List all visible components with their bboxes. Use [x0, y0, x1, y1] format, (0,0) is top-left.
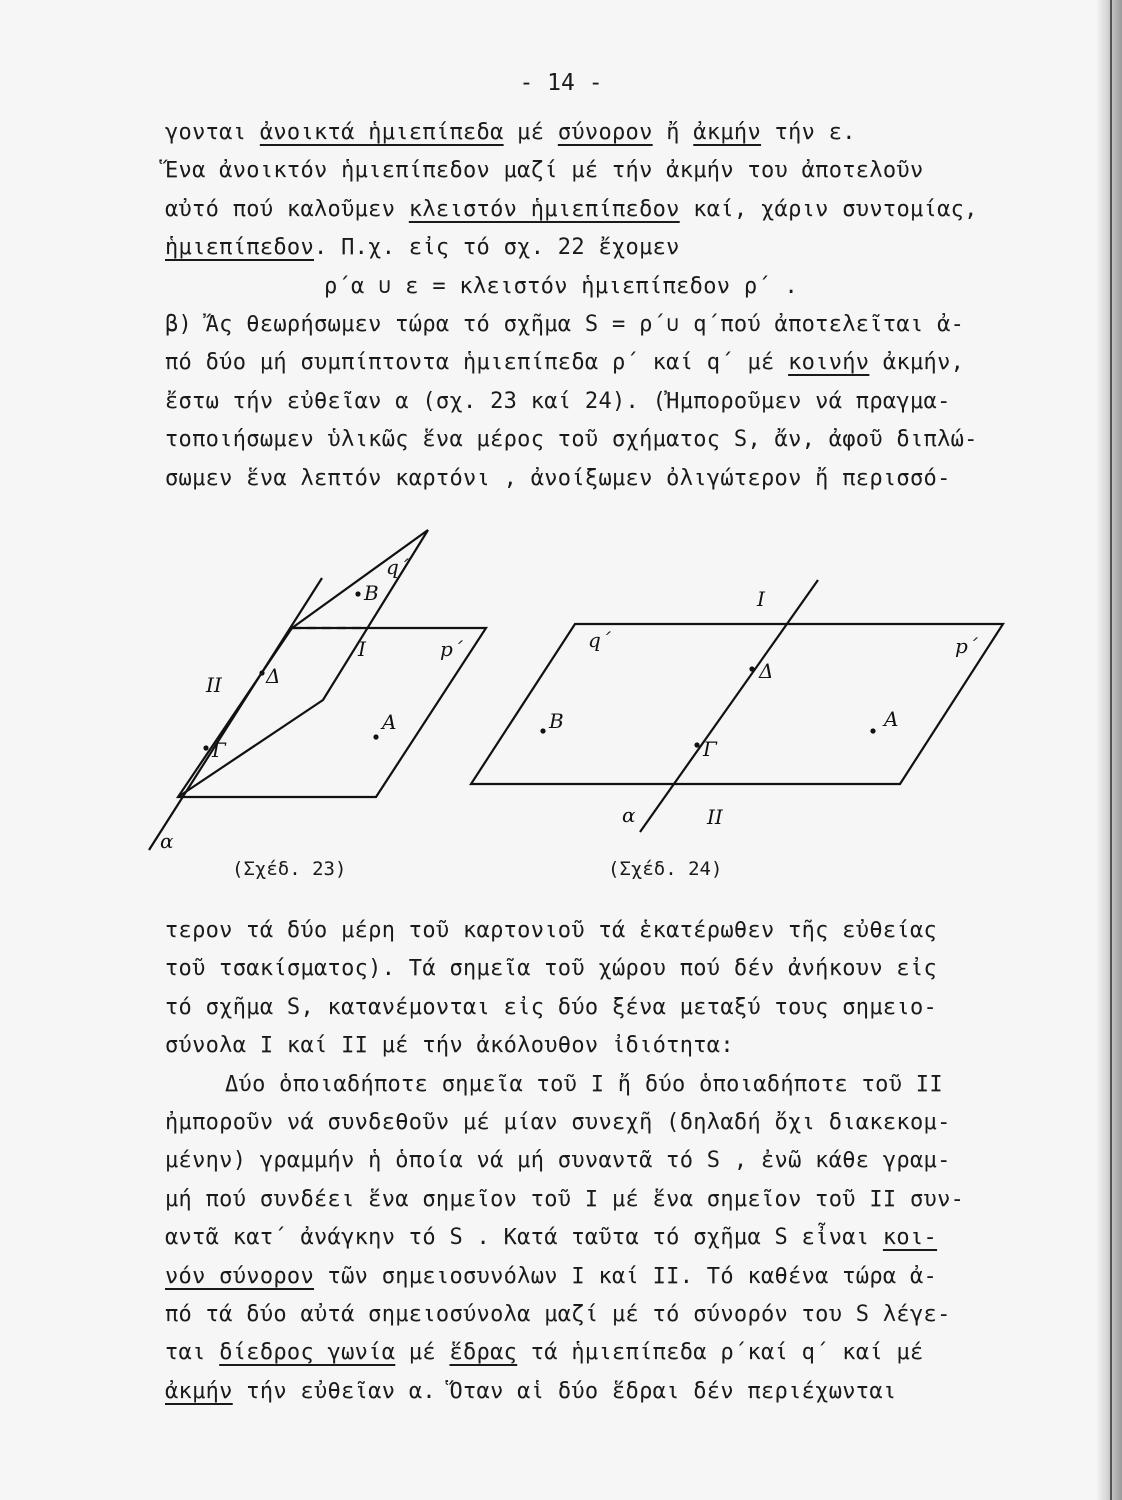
points	[203, 591, 875, 750]
underlined-term: ἀνοικτά ἡμιεπίπεδα	[259, 120, 504, 145]
label-II-fig24: II	[707, 805, 723, 829]
labels-fig23	[160, 555, 464, 853]
underlined-term: ἀκμήν	[165, 1378, 233, 1404]
label-p-fig24: p΄	[955, 634, 978, 658]
text-segment: αντᾶ κατ΄ ἀνάγκην τό S . Κατά ταῦτα τό σχῆμα S εἶναι	[165, 1225, 883, 1251]
text-segment: σύνολα Ι καί ΙΙ μέ τήν ἀκόλουθον ἰδιότητα:	[165, 1033, 734, 1059]
label-A-fig24: A	[884, 707, 899, 731]
underlined-term: ἕδρας	[449, 1340, 518, 1366]
point-A-fig23	[373, 734, 378, 739]
page-edge-shadow	[1096, 0, 1122, 1500]
underlined-term: σύνορον	[557, 120, 653, 145]
point-Gamma-fig24	[694, 742, 699, 747]
label-p-fig23: p΄	[440, 637, 463, 661]
text-line	[165, 1221, 1025, 1255]
point-A-fig24	[870, 728, 875, 733]
point-Gamma-fig23	[203, 745, 208, 750]
text-segment: μένην) γραμμήν ἡ ὁποία νά μή συναντᾶ τό S , ἐνῶ κάθε γραμ-	[165, 1148, 951, 1174]
underlined-term: κλειστόν ἡμιεπίπεδον	[408, 196, 680, 222]
label-I-fig24: I	[757, 587, 765, 611]
text-segment: αὐτό πού καλοῦμεν	[165, 196, 409, 222]
text-segment: πό τά δύο αὐτά σημειοσύνολα μαζί μέ τό σύνορόν του S λέγε-	[165, 1302, 951, 1327]
point-B-fig24	[540, 728, 545, 733]
underlined-term: ἀκμήν	[693, 120, 762, 145]
label-q-fig23: q΄	[386, 555, 409, 579]
text-segment: καί, χάριν συντομίας,	[679, 196, 978, 222]
figure-23	[149, 530, 486, 850]
text-line	[165, 952, 1025, 986]
underlined-term: κοι-	[882, 1225, 938, 1251]
text-line	[165, 1375, 1025, 1409]
edge-line-alpha-fig24	[640, 580, 818, 832]
text-segment: ται	[165, 1340, 220, 1366]
label-Gamma-fig24: Γ	[703, 737, 717, 761]
label-B-fig23: B	[364, 581, 379, 605]
point-B-fig23	[355, 591, 360, 596]
label-Gamma-fig23: Γ	[212, 738, 226, 762]
label-Delta-fig24: Δ	[759, 659, 774, 683]
text-line	[165, 1068, 1025, 1102]
label-alpha-fig23: α	[160, 829, 174, 853]
underlined-term: δίεδρος γωνία	[219, 1340, 396, 1366]
text-line	[165, 914, 1025, 948]
text-segment: ἔστω τήν εὐθεῖαν α (σχ. 23 καί 24). (Ἠμποροῦμεν νά πραγμα-	[165, 388, 951, 414]
text-segment: τῶν σημειοσυνόλων Ι καί ΙΙ. Τό καθένα τώρα ἀ-	[314, 1263, 938, 1289]
text-segment: σωμεν ἕνα λεπτόν καρτόνι , ἀνοίξωμεν ὀλιγώτερον ἤ περισσό-	[165, 465, 951, 491]
text-segment: τοποιήσωμεν ὑλικῶς ἕνα μέρος τοῦ σχήματος S, ἄν, ἀφοῦ διπλώ-	[165, 427, 978, 453]
text-segment: γονται	[165, 120, 260, 145]
text-segment: . Π.χ. εἰς τό σχ. 22 ἔχομεν	[314, 235, 680, 261]
text-line	[165, 1260, 1025, 1294]
text-line	[165, 991, 1025, 1025]
label-alpha-fig24: α	[622, 803, 636, 827]
label-q-fig24: q΄	[588, 628, 611, 652]
text-line	[165, 1336, 1025, 1370]
underlined-term: κοινήν	[788, 350, 870, 376]
text-segment: τερον τά δύο μέρη τοῦ καρτονιοῦ τά ἑκατέρωθεν τῆς εὐθείας	[165, 918, 938, 943]
text-line	[165, 1144, 1025, 1178]
label-I-fig23: I	[358, 637, 366, 661]
caption-fig23: (Σχέδ. 23)	[232, 858, 347, 880]
text-segment: μέ	[503, 120, 558, 145]
text-segment: τήν εὐθεῖαν α. Ὅταν αἱ δύο ἕδραι δέν περιέχωνται	[232, 1378, 897, 1404]
underlined-term: νόν σύνορον	[165, 1263, 314, 1289]
text-segment: β) Ἄς θεωρήσωμεν τώρα τό σχῆμα S = ρ΄∪ q΄πού ἀποτελεῖται ἀ-	[165, 312, 965, 337]
text-segment: ἠμποροῦν νά συνδεθοῦν μέ μίαν συνεχῆ (δηλαδή ὄχι διακεκομ-	[165, 1110, 951, 1135]
text-segment: τοῦ τσακίσματος). Τά σημεῖα τοῦ χώρου πού δέν ἀνήκουν εἰς	[165, 956, 938, 982]
text-segment: Δύο ὁποιαδήποτε σημεῖα τοῦ Ι ἤ δύο ὁποιαδήποτε τοῦ ΙΙ	[225, 1071, 943, 1097]
text-segment: ἤ	[652, 120, 694, 145]
text-segment: τήν ε.	[761, 120, 856, 145]
text-segment: τά ἡμιεπίπεδα ρ΄καί q΄ καί μέ	[517, 1340, 924, 1366]
text-segment: τό σχῆμα S, κατανέμονται εἰς δύο ξένα μεταξύ τους σημειο-	[165, 994, 938, 1020]
underlined-term: ἡμιεπίπεδον	[165, 235, 314, 261]
text-line	[165, 1183, 1025, 1217]
page-edge-line	[1110, 0, 1112, 1500]
label-II-fig23: II	[206, 673, 222, 697]
text-segment: ρ΄α ∪ ε = κλειστόν ἡμιεπίπεδον ρ΄ .	[323, 273, 799, 299]
text-segment: μέ	[395, 1340, 450, 1366]
text-segment: Ἕνα ἀνοικτόν ἡμιεπίπεδον μαζί μέ τήν ἀκμήν του ἀποτελοῦν	[165, 158, 924, 184]
plane-fig24	[471, 624, 1003, 784]
text-line	[165, 1029, 1025, 1063]
text-line	[165, 1106, 1025, 1140]
point-Delta-fig23	[259, 670, 264, 675]
figure-24	[471, 580, 1003, 832]
text-line	[165, 1298, 1025, 1332]
label-Delta-fig23: Δ	[266, 664, 281, 688]
text-segment: ἀκμήν,	[869, 350, 965, 376]
point-Delta-fig24	[749, 666, 754, 671]
text-segment: μή πού συνδέει ἕνα σημεῖον τοῦ Ι μέ ἕνα σημεῖον τοῦ ΙΙ συν-	[165, 1186, 965, 1212]
label-B-fig24: B	[549, 709, 564, 733]
caption-fig24: (Σχέδ. 24)	[608, 858, 723, 880]
label-A-fig23: A	[382, 710, 397, 734]
edge-line-alpha-fig23	[149, 578, 322, 850]
text-segment: πό δύο μή συμπίπτοντα ἡμιεπίπεδα ρ΄ καί q΄ μέ	[165, 350, 789, 376]
page-number: - 14 -	[519, 70, 603, 96]
